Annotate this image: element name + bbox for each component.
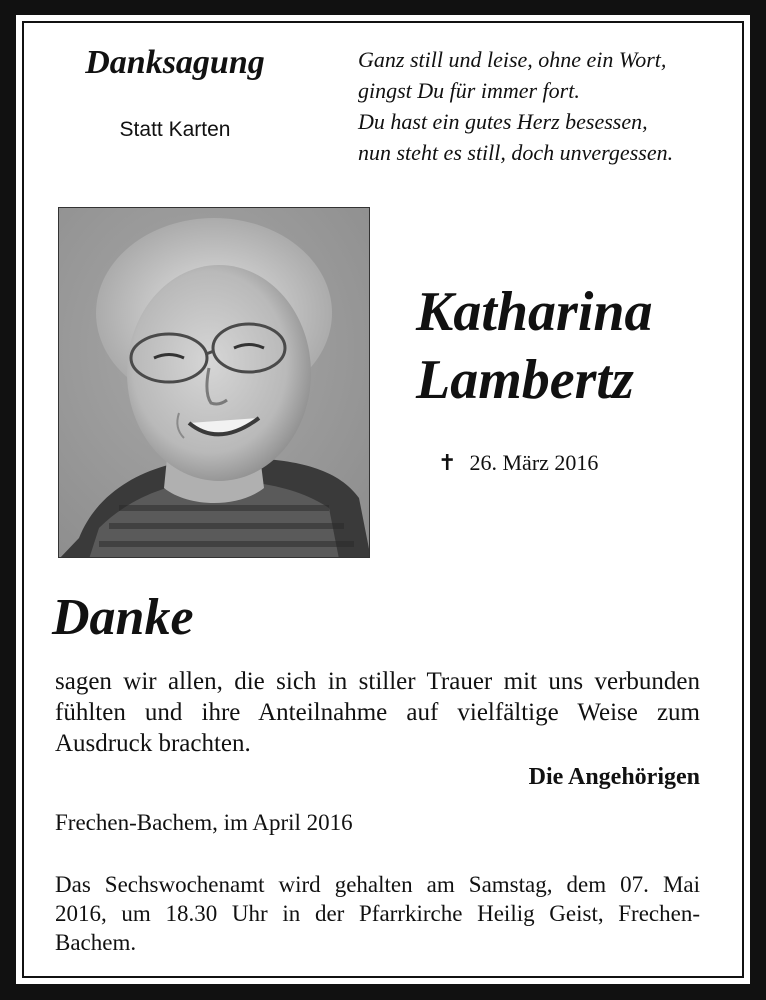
subtitle: Statt Karten [119, 118, 231, 141]
poem-line: gingst Du für immer fort. [358, 78, 580, 103]
last-name: Lambertz [416, 349, 634, 411]
cross-icon: ✝ [438, 450, 457, 475]
poem-line: Du hast ein gutes Herz besessen, [358, 109, 648, 134]
portrait-illustration [59, 208, 370, 558]
poem [358, 44, 673, 168]
death-date: 26. März 2016 [469, 450, 599, 475]
signature: Die Angehörigen [528, 764, 700, 790]
portrait-photo [58, 207, 370, 558]
first-name: Katharina [416, 281, 653, 343]
thanks-text: sagen wir allen, die sich in stiller Trauer mit uns verbunden fühlten und ihre Anteilnahme auf vielfältige Weise zum Ausdruck brachten. [55, 668, 700, 757]
poem-line: nun steht es still, doch unvergessen. [358, 140, 674, 165]
service-info: Das Sechswochenamt wird gehalten am Samstag, dem 07. Mai 2016, um 18.30 Uhr in der Pfarrkirche Heilig Geist, Frechen-Bachem. [55, 872, 700, 955]
place-date: Frechen-Bachem, im April 2016 [55, 810, 353, 835]
page-title: Danksagung [85, 44, 265, 81]
death-line [438, 450, 598, 476]
deceased-name [416, 278, 653, 414]
poem-line: Ganz still und leise, ohne ein Wort, [358, 47, 667, 72]
section-heading: Danke [52, 589, 194, 646]
